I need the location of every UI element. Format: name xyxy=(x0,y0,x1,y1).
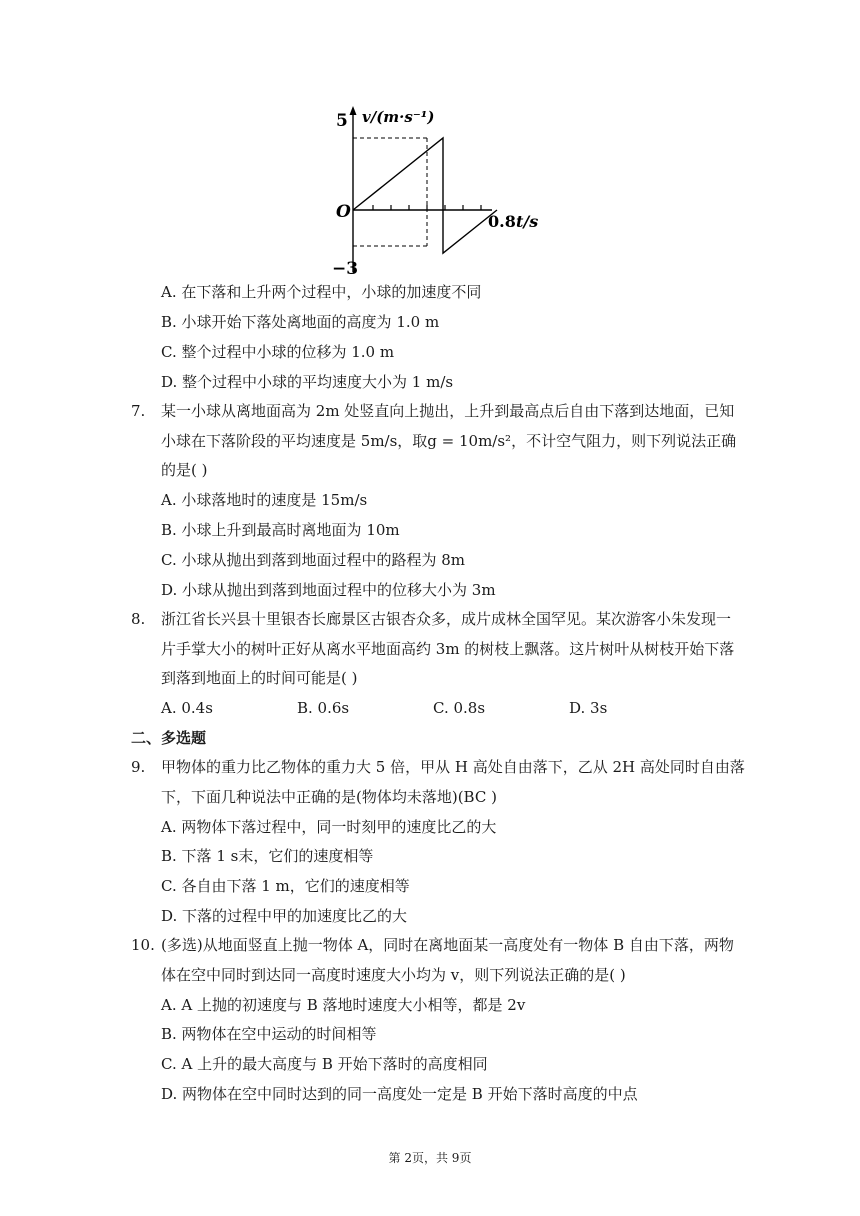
dashed-guides xyxy=(353,138,427,246)
q7-option-d: D. 小球从抛出到落到地面过程中的位移大小为 3m xyxy=(161,581,496,599)
q6-option-c: C. 整个过程中小球的位移为 1.0 m xyxy=(161,343,395,361)
q9-stem-line-1: 甲物体的重力比乙物体的重力大 5 倍，甲从 H 高处自由落下，乙从 2H 高处同时自由落 xyxy=(161,758,745,776)
origin-label: O xyxy=(336,202,351,222)
q10-option-c: C. A 上升的最大高度与 B 开始下落时的高度相同 xyxy=(161,1055,488,1073)
q8-option-a: A. 0.4s xyxy=(161,699,213,717)
q9-stem-line-2: 下，下面几种说法中正确的是(物体均未落地)(BC ) xyxy=(161,788,497,806)
q9-number: 9. xyxy=(131,758,146,776)
q7-option-b: B. 小球上升到最高时离地面为 10m xyxy=(161,521,400,539)
q9-option-b: B. 下落 1 s末，它们的速度相等 xyxy=(161,847,374,865)
q8-option-b: B. 0.6s xyxy=(297,699,350,717)
page-footer: 第 2页，共 9页 xyxy=(388,1151,472,1165)
q10-stem-line-2: 体在空中同时到达同一高度时速度大小均为 v，则下列说法正确的是( ) xyxy=(161,966,626,984)
q6-option-a: A. 在下落和上升两个过程中，小球的加速度不同 xyxy=(161,283,482,301)
q8-stem-line-1: 浙江省长兴县十里银杏长廊景区古银杏众多，成片成林全国罕见。某次游客小朱发现一 xyxy=(161,610,732,628)
q8-stem-line-3: 到落到地面上的时间可能是( ) xyxy=(161,669,358,687)
q8-stem-line-2: 片手掌大小的树叶正好从离水平地面高约 3m 的树枝上飘落。这片树叶从树枝开始下落 xyxy=(161,640,735,658)
q6-option-d: D. 整个过程中小球的平均速度大小为 1 m/s xyxy=(161,373,454,391)
x-axis-label: t/s xyxy=(516,212,539,231)
q9-option-d: D. 下落的过程中甲的加速度比乙的大 xyxy=(161,907,408,925)
q10-option-b: B. 两物体在空中运动的时间相等 xyxy=(161,1025,377,1043)
q8-option-c: C. 0.8s xyxy=(433,699,486,717)
q10-option-d: D. 两物体在空中同时达到的同一高度处一定是 B 开始下落时高度的中点 xyxy=(161,1085,638,1103)
velocity-time-graph xyxy=(320,100,560,280)
q8-option-d: D. 3s xyxy=(569,699,608,717)
q9-option-c: C. 各自由下落 1 m，它们的速度相等 xyxy=(161,877,410,895)
q7-option-a: A. 小球落地时的速度是 15m/s xyxy=(161,491,368,509)
q7-option-c: C. 小球从抛出到落到地面过程中的路程为 8m xyxy=(161,551,466,569)
section-heading-multiple-choice: 二、多选题 xyxy=(131,729,207,747)
q6-option-b: B. 小球开始下落处离地面的高度为 1.0 m xyxy=(161,313,440,331)
velocity-line xyxy=(353,138,497,253)
y-bottom-label: −3 xyxy=(332,259,359,279)
q10-stem-line-1: (多选)从地面竖直上抛一物体 A，同时在离地面某一高度处有一物体 B 自由下落，两物 xyxy=(161,936,734,954)
q10-option-a: A. A 上抛的初速度与 B 落地时速度大小相等，都是 2v xyxy=(161,996,526,1014)
q7-stem-line-2: 小球在下落阶段的平均速度是 5m/s，取g = 10m/s²，不计空气阻力，则下列说法正确 xyxy=(161,432,737,450)
y-axis-arrow xyxy=(350,106,357,115)
q10-number: 10. xyxy=(131,936,155,954)
q8-number: 8. xyxy=(131,610,146,628)
y-axis-label: v/(m·s⁻¹) xyxy=(362,108,435,126)
q9-option-a: A. 两物体下落过程中，同一时刻甲的速度比乙的大 xyxy=(161,818,497,836)
q7-stem-line-3: 的是( ) xyxy=(161,461,208,479)
q7-stem-line-1: 某一小球从离地面高为 2m 处竖直向上抛出，上升到最高点后自由下落到达地面，已知 xyxy=(161,402,735,420)
x-tick-label: 0.8 xyxy=(488,212,516,231)
y-top-label: 5 xyxy=(336,111,348,131)
q7-number: 7. xyxy=(131,402,146,420)
